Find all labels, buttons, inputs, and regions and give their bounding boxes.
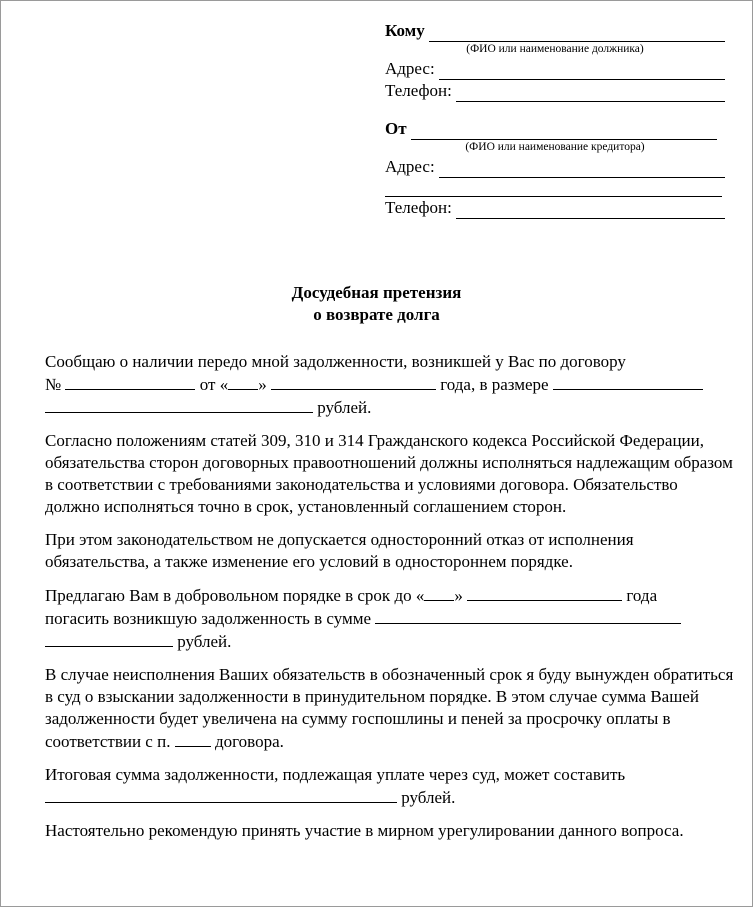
paragraph-voluntary-payment: [45, 584, 735, 653]
to-phone-line: [385, 80, 725, 102]
from-address-blank: [439, 160, 725, 178]
p4-text-4: погасить возникшую задолженность в сумме: [45, 609, 372, 628]
to-phone-blank: [456, 84, 725, 102]
p5-text-2: договора.: [214, 732, 284, 751]
p1-text-6: рублей.: [317, 398, 372, 417]
from-label: От: [385, 119, 407, 138]
p6-text-1: Итоговая сумма задолженности, подлежащая уплате через суд, может составить: [45, 765, 626, 784]
from-address-extra-blank: [385, 178, 722, 197]
from-phone-label: Телефон:: [385, 198, 452, 217]
to-address-line: [385, 58, 725, 80]
paragraph-debt-notice: [45, 351, 735, 419]
paragraph-no-unilateral: При этом законодательством не допускается односторонний отказ от исполнения обязательства, а также изменение его условий в одностороннем порядке.: [45, 530, 634, 571]
from-address-label: Адрес:: [385, 157, 435, 176]
p4-text-3: года: [626, 586, 658, 605]
contract-number-blank: [65, 373, 195, 390]
p1-text-5: года, в размере: [440, 375, 549, 394]
contract-day-blank: [228, 373, 258, 390]
paragraph-legal-basis: Согласно положениям статей 309, 310 и 314 Гражданского кодекса Российской Федерации, обязательства сторон договорных правоотношений должны исполняться надлежащим образом в соответствии с требованиями законодательства и условиями договора. Обязательство должно исполняться точно в срок, установленный соглашением сторон.: [45, 431, 733, 516]
addressee-block: [385, 20, 725, 219]
paragraph-settlement: Настоятельно рекомендую принять участие в мирном урегулировании данного вопроса.: [45, 821, 684, 840]
to-hint: (ФИО или наименование должника): [466, 43, 644, 55]
contract-month-blank: [271, 373, 436, 390]
to-line: [385, 20, 725, 42]
title-line-1: Досудебная претензия: [291, 283, 462, 302]
p1-text-3: от «: [199, 375, 229, 394]
from-phone-blank: [456, 201, 725, 219]
paragraph-court-warning: [45, 664, 735, 753]
repayment-amount-words-blank: [45, 630, 173, 647]
paragraph-total-amount: [45, 764, 735, 809]
total-amount-blank: [45, 786, 397, 803]
p4-text-5: рублей.: [177, 632, 232, 651]
document-body: [45, 351, 735, 853]
contract-clause-blank: [175, 730, 211, 747]
from-line: [385, 118, 725, 140]
from-hint: (ФИО или наименование кредитора): [465, 141, 645, 153]
from-phone-line: [385, 197, 725, 219]
p6-text-2: рублей.: [401, 788, 456, 807]
repayment-amount-blank: [375, 607, 681, 624]
deadline-month-blank: [467, 584, 622, 601]
p1-text-2: №: [45, 375, 62, 394]
debt-amount-words-blank: [45, 396, 313, 413]
p4-text-1: Предлагаю Вам в добровольном порядке в срок до «: [45, 586, 425, 605]
p1-text-4: »: [258, 375, 267, 394]
to-name-blank: [429, 24, 725, 42]
from-name-blank: [411, 122, 717, 140]
document-title: [1, 282, 752, 326]
to-phone-label: Телефон:: [385, 81, 452, 100]
p5-text-1: В случае неисполнения Ваших обязательств в обозначенный срок я буду вынужден обратиться в суд о взыскании задолженности в принудительном порядке. В этом случае сумма Вашей задолженности будет увеличена на сумму госпошлины и пеней за просрочку оплаты в соответствии с п.: [45, 665, 734, 751]
to-address-blank: [439, 62, 725, 80]
p4-text-2: »: [454, 586, 463, 605]
p1-text-1: Сообщаю о наличии передо мной задолженности, возникшей у Вас по договору: [45, 352, 626, 371]
to-address-label: Адрес:: [385, 59, 435, 78]
debt-amount-blank: [553, 373, 703, 390]
deadline-day-blank: [424, 584, 454, 601]
to-label: Кому: [385, 21, 425, 40]
title-line-2: о возврате долга: [313, 305, 440, 324]
from-address-line: [385, 156, 725, 178]
